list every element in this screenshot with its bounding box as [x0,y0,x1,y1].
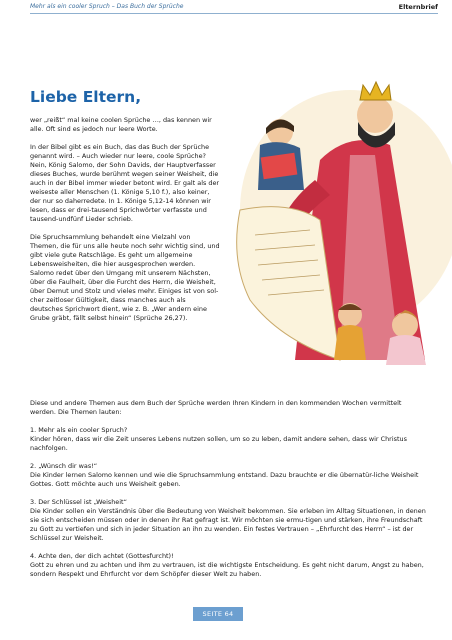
king-salomo-illustration [200,60,452,370]
topic-heading: 2. „Wünsch dir was!“ [30,462,98,470]
page-header [0,0,452,16]
topic-text: Die Kinder lernen Salomo kennen und wie die Spruchsammlung entstand. Dazu brauchte er die übernatür-liche Weisheit Gottes. Gott möchte auch uns Weisheit geben. [30,471,419,488]
header-series-title: Mehr als ein cooler Spruch – Das Buch der Sprüche [30,3,184,10]
topic-item [30,498,428,543]
intro-column [30,116,220,332]
header-divider [30,13,438,14]
paragraph-intro: wer „reißt“ mal keine coolen Sprüche …, das kennen wir alle. Oft sind es jedoch nur leere Worte. [30,116,212,133]
page-number-badge: SEITE 64 [193,607,243,621]
topic-heading: 3. Der Schlüssel ist „Weisheit“ [30,498,127,506]
topic-item [30,462,428,489]
page-title: Liebe Eltern, [30,88,142,106]
topic-item [30,426,428,453]
topic-text: Gott zu ehren und zu achten und ihm zu vertrauen, ist die wichtigste Entscheidung. Es geht nicht darum, Angst zu haben, sondern Respekt und Ehrfurcht vor dem Schöpfer dieser Welt zu haben. [30,561,424,578]
paragraph-bible-book: In der Bibel gibt es ein Buch, das das Buch der Sprüche genannt wird. – Auch wieder nur leere, coole Sprüche? Nein, König Salomo, der Sohn Davids, der Hauptverfasser dieses Buches, wurde berühmt wegen seiner Weisheit, die auch in der Bibel immer wieder betont wird. Er galt als der weiseste aller Menschen (1. Könige 5,10 f.), also keiner, der nur so daherredete. In 1. Könige 5,12-14 können wir lesen, dass er drei-tausend Sprichwörter verfasste und tausend-undfünf Lieder schrieb. [30,143,220,223]
topic-item [30,552,428,579]
topic-text: Kinder hören, dass wir die Zeit unseres Lebens nutzen sollen, um so zu leben, damit andere sehen, dass wir Christus nachfolgen. [30,435,407,452]
header-section-label: Elternbrief [398,3,438,11]
paragraph-themes-intro: Diese und andere Themen aus dem Buch der Sprüche werden Ihren Kindern in den kommenden Wochen vermittelt werden. Die Themen lauten: [30,399,402,416]
topic-heading: 4. Achte den, der dich achtet (Gottesfurcht)! [30,552,174,560]
topic-heading: 1. Mehr als ein cooler Spruch? [30,426,128,434]
topics-section [30,399,428,588]
topic-text: Die Kinder sollen ein Verständnis über die Bedeutung von Weisheit bekommen. Sie erleben im Alltag Situationen, in denen sie sich entscheiden müssen oder in denen ihr Rat gefragt ist. Wir möchten sie ermu-tigen und stärken, ihre Freundschaft zu Gott zu vertiefen und sich in jeder Situation an ihn zu wenden. Ein festes Vertrauen – „Ehrfurcht des Herrn“ – ist der Schlüssel zur Weisheit. [30,507,426,542]
paragraph-collection: Die Spruchsammlung behandelt eine Vielzahl von Themen, die für uns alle heute noch sehr wichtig sind, und gibt viele gute Ratschläge. Es geht um allgemeine Lebensweisheiten, die hier ausgesprochen werden. Salomo redet über den Umgang mit unserem Nächsten, über die Faulheit, über die Furcht des Herrn, die Weisheit, über Demut und Stolz und vieles mehr. Einiges ist von sol-cher zeitloser Gültigkeit, dass manches auch als deutsches Sprichwort dient, wie z. B. „Wer andern eine Grube gräbt, fällt selbst hinein“ (Sprüche 26,27). [30,233,220,322]
